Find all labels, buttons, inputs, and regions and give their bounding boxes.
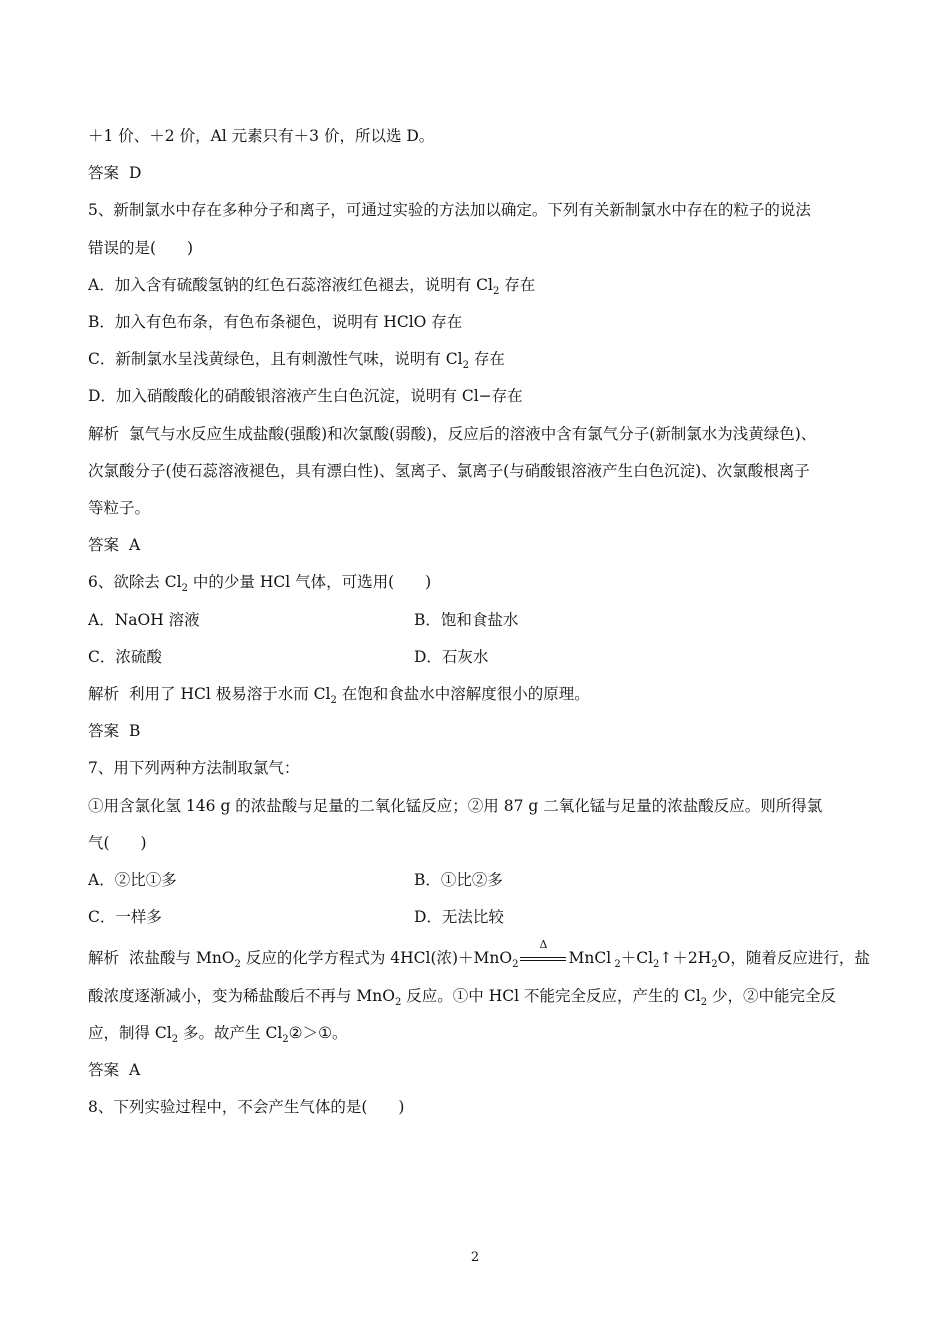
answer-label: 答案: [88, 722, 120, 741]
text-line: [88, 490, 864, 527]
answer-value: B: [129, 722, 141, 741]
option-d: [88, 378, 864, 415]
text: 酸浓度逐渐减小，变为稀盐酸后不再与 MnO: [88, 986, 395, 1005]
heating-reaction-arrow: [520, 938, 566, 964]
text-line: [88, 230, 864, 267]
option-c: C．浓硫酸: [88, 647, 162, 666]
subscript: 2: [700, 996, 708, 1008]
subscript: 2: [492, 285, 500, 297]
answer-value: D: [129, 164, 142, 183]
question-5: [88, 192, 864, 229]
answer-line: [88, 1052, 864, 1089]
option-a: A．NaOH 溶液: [88, 610, 200, 629]
subscript: 2: [711, 959, 718, 971]
text: 7、用下列两种方法制取氯气：: [88, 759, 300, 778]
answer-line: [88, 713, 864, 750]
text: B．加入有色布条，有色布条褪色，说明有 HClO 存在: [88, 313, 463, 332]
text: 反应的化学方程式为 4HCl(浓)＋MnO: [240, 949, 513, 968]
text: 中的少量 HCl 气体，可选用( ): [187, 573, 432, 592]
text: 利用了 HCl 极易溶于水而 Cl: [129, 685, 331, 704]
text: ↑＋2H: [659, 949, 712, 968]
analysis-label: 解析: [88, 424, 120, 443]
question-8: [88, 1089, 864, 1126]
text: 6、欲除去 Cl: [88, 573, 182, 592]
option-c: [88, 341, 864, 378]
answer-label: 答案: [88, 536, 120, 555]
text: 在饱和食盐水中溶解度很小的原理。: [336, 685, 590, 704]
answer-label: 答案: [88, 164, 120, 183]
answer-line: [88, 527, 864, 564]
answer-value: A: [129, 536, 141, 555]
answer-label: 答案: [88, 1061, 120, 1080]
text-line: [88, 1015, 864, 1052]
subscript: 2: [171, 1033, 179, 1045]
text: 等粒子。: [88, 499, 151, 518]
analysis-line: [88, 676, 864, 713]
text: 错误的是( ): [88, 238, 194, 257]
text: 气( ): [88, 833, 147, 852]
subscript: 2: [330, 695, 337, 707]
page-content: [88, 118, 870, 1126]
analysis-label: 解析: [88, 685, 120, 704]
option-c: C．一样多: [88, 908, 162, 927]
answer-value: A: [129, 1061, 141, 1080]
text-line: [88, 788, 864, 825]
subscript: 2: [611, 959, 621, 971]
options-row: [88, 639, 864, 676]
text: O，随着反应进行，盐: [717, 949, 870, 968]
subscript: 2: [395, 996, 402, 1008]
analysis-label: 解析: [88, 949, 120, 968]
delta-symbol: Δ: [539, 938, 548, 952]
text: ＋Cl: [620, 949, 654, 968]
text-line: [88, 118, 864, 155]
text: D．加入硝酸酸化的硝酸银溶液产生白色沉淀，说明有 Cl−存在: [88, 387, 523, 406]
text: 应，制得 Cl: [88, 1023, 172, 1042]
option-a: A．②比①多: [88, 871, 177, 890]
subscript: 2: [653, 959, 660, 971]
text-line: [88, 825, 864, 862]
text: 反应。①中 HCl 不能完全反应，产生的 Cl: [401, 986, 701, 1005]
text: 次氯酸分子(使石蕊溶液褪色，具有漂白性)、氢离子、氯离子(与硝酸银溶液产生白色沉淀)、次氯酸根离子: [88, 461, 810, 480]
text: ①用含氯化氢 146 g 的浓盐酸与足量的二氧化锰反应；②用 87 g 二氧化锰与足量的浓盐酸反应。则所得氯: [88, 796, 823, 815]
text: C．新制氯水呈浅黄绿色，且有刺激性气味，说明有 Cl: [88, 350, 463, 369]
subscript: 2: [234, 959, 241, 971]
text: 浓盐酸与 MnO: [129, 949, 235, 968]
page-number: 2: [470, 1250, 480, 1265]
subscript: 2: [181, 583, 188, 595]
text-line: [88, 978, 864, 1015]
question-7: [88, 750, 864, 787]
text: ＋1 价、＋2 价，Al 元素只有＋3 价，所以选 D。: [88, 127, 435, 145]
text: 氯气与水反应生成盐酸(强酸)和次氯酸(弱酸)，反应后的溶液中含有氯气分子(新制氯水为浅黄绿色)、: [129, 424, 817, 443]
subscript: 2: [282, 1033, 289, 1045]
text: 8、下列实验过程中，不会产生气体的是( ): [88, 1098, 405, 1117]
text: 少，②中能完全反: [707, 986, 837, 1005]
analysis-line: [88, 416, 864, 453]
text: 存在: [468, 350, 505, 369]
options-row: [88, 602, 864, 639]
text-line: [88, 453, 864, 490]
subscript: 2: [462, 360, 469, 372]
option-d: D．石灰水: [414, 647, 489, 666]
text: 存在: [499, 275, 536, 294]
subscript: 2: [512, 959, 519, 971]
text: MnCl: [568, 949, 612, 968]
text: 多。故产生 Cl: [178, 1023, 283, 1042]
answer-line: [88, 155, 864, 192]
text: A．加入含有硫酸氢钠的红色石蕊溶液红色褪去，说明有 Cl: [88, 275, 493, 294]
option-a: [88, 267, 864, 304]
options-row: [88, 899, 864, 936]
options-row: [88, 862, 864, 899]
analysis-line: [88, 938, 870, 977]
text: ②＞①。: [288, 1023, 348, 1042]
option-d: D．无法比较: [414, 908, 504, 927]
option-b: B．①比②多: [414, 871, 503, 890]
option-b: [88, 304, 864, 341]
option-b: B．饱和食盐水: [414, 610, 519, 629]
question-text: 5、新制氯水中存在多种分子和离子，可通过实验的方法加以确定。下列有关新制氯水中存在的粒子的说法: [88, 201, 811, 220]
question-6: [88, 564, 864, 601]
